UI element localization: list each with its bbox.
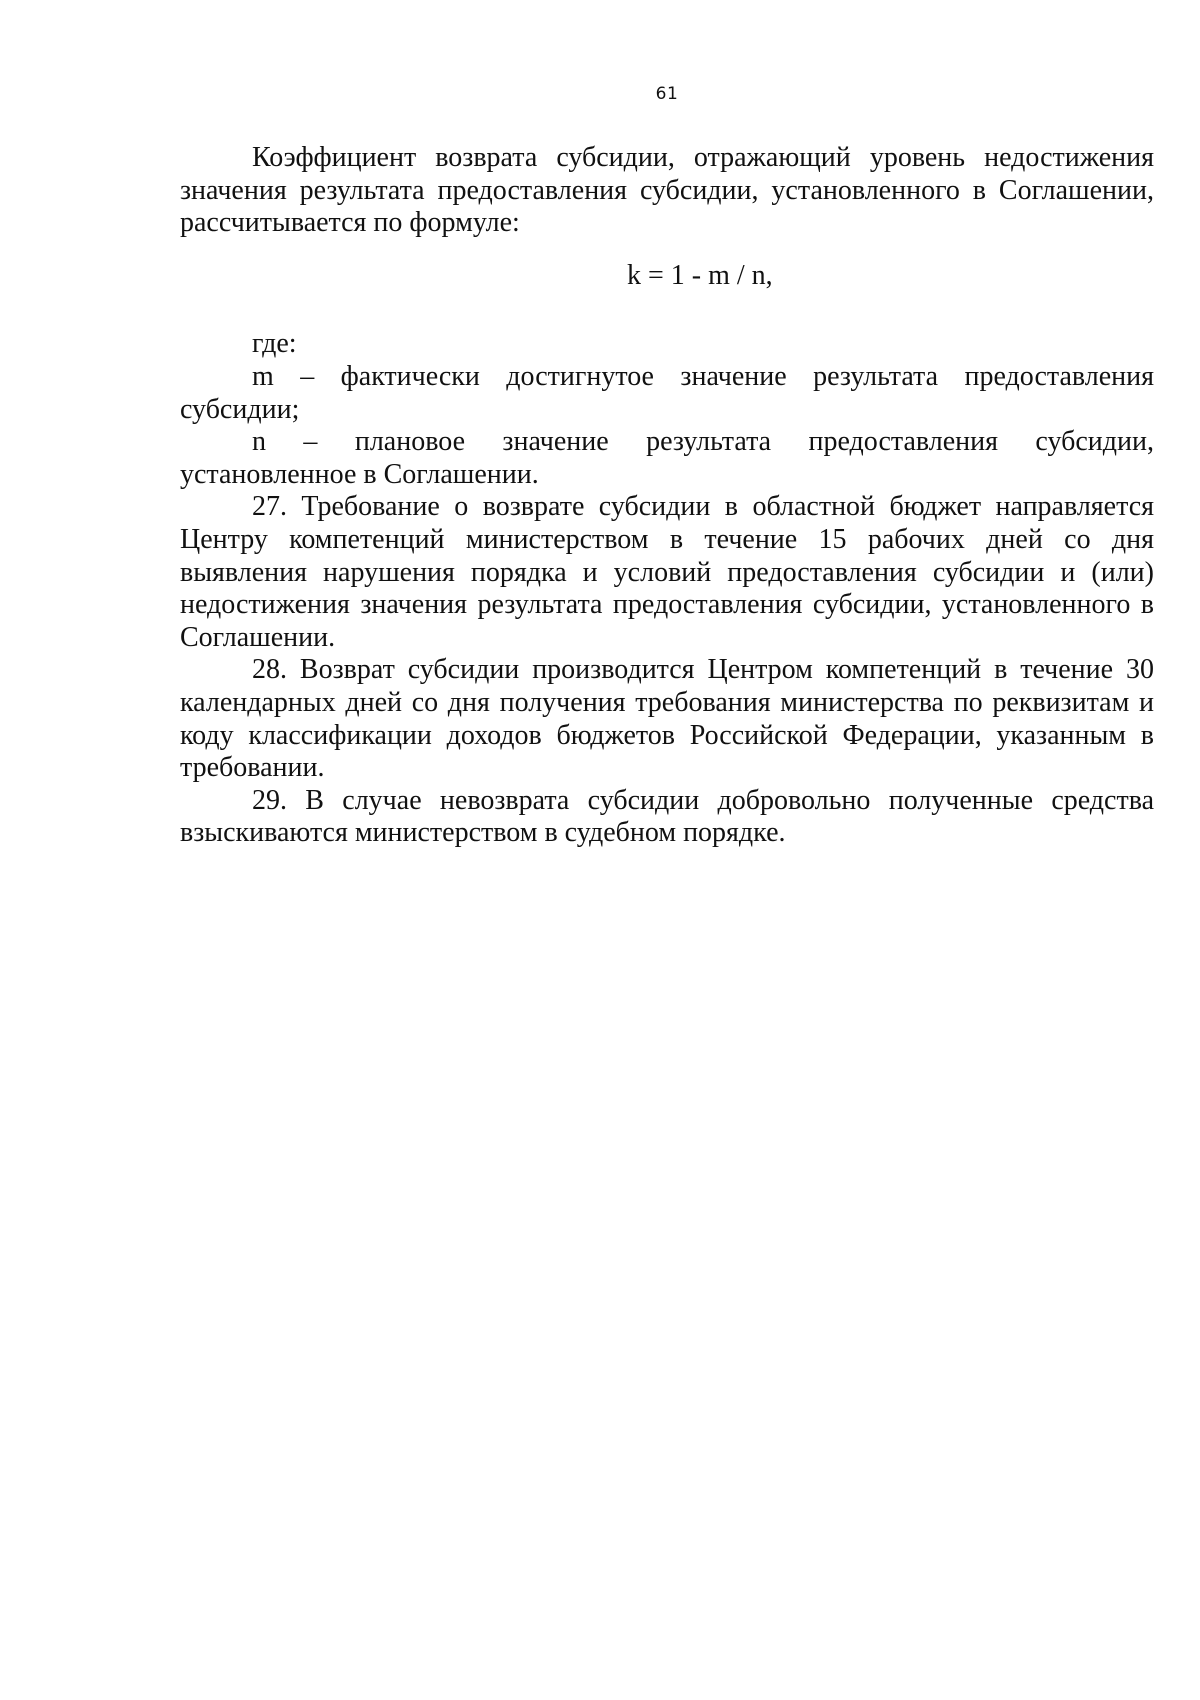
page-number: 61 (655, 84, 679, 104)
formula: k = 1 - m / n, (627, 259, 773, 291)
where-label: где: (252, 328, 297, 360)
paragraph-27: 27. Требование о возврате субсидии в областной бюджет направляется Центру компетенций министерством в течение 15 рабочих дней со дня выявления нарушения порядка и условий предоставления субсидии и (или) недостижения значения результата предоставления субсидии, установленного в Соглашении. (180, 491, 1154, 653)
paragraph-29: 29. В случае невозврата субсидии добровольно полученные средства взыскиваются министерством в судебном порядке. (180, 784, 1154, 849)
definition-m: m – фактически достигнутое значение результата предоставления субсидии; (180, 360, 1154, 425)
paragraph-28: 28. Возврат субсидии производится Центром компетенций в течение 30 календарных дней со дня получения требования министерства по реквизитам и коду классификации доходов бюджетов Российской Федерации, указанным в требовании. (180, 654, 1154, 784)
definition-n: n – плановое значение результата предоставления субсидии, установленное в Соглашении. (180, 426, 1154, 490)
intro-paragraph: Коэффициент возврата субсидии, отражающий уровень недостижения значения результата предоставления субсидии, установленного в Соглашении, рассчитывается по формуле: (180, 142, 1154, 239)
document-body (180, 142, 1154, 850)
